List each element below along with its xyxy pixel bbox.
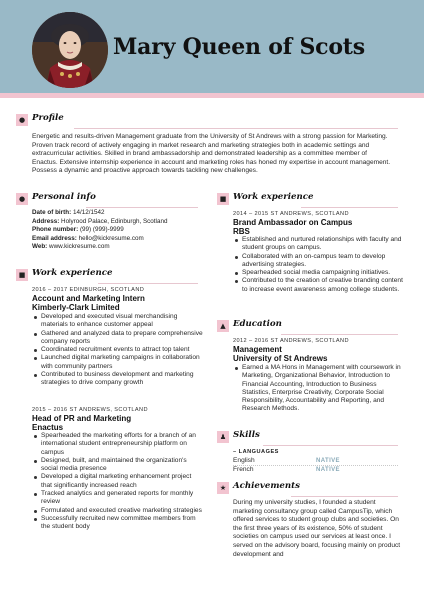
list-item: Gathered and analyzed data to prepare comprehensive company reports: [32, 330, 204, 347]
job-role: Head of PR and Marketing: [32, 414, 132, 423]
education-bullets: [233, 364, 405, 414]
languages-heading: – LANGUAGES: [233, 449, 279, 455]
job-meta: 2014 – 2015 ST ANDREWS, SCOTLAND: [233, 211, 349, 217]
language-name: French: [233, 466, 254, 473]
job-role: Account and Marketing Intern: [32, 294, 145, 303]
list-item: Launched digital marketing campaigns in collaboration with community partners: [32, 354, 204, 371]
job-bullets: [233, 236, 405, 294]
job-role: Brand Ambassador on Campus: [233, 218, 353, 227]
job-meta: 2016 – 2017 EDINBURGH, SCOTLAND: [32, 287, 145, 293]
job-organization: RBS: [233, 227, 250, 236]
section-divider: [263, 445, 398, 446]
user-icon: ●: [16, 193, 28, 205]
header-accent-stripe: [0, 93, 424, 98]
language-level: NATIVE: [316, 466, 340, 473]
list-item: Contributed to the creation of creative branding content to increase event awareness among college students.: [233, 277, 405, 294]
profile-summary: Energetic and results-driven Management graduate from the University of St Andrews with a strong passion for Marketing. Proven track record of actively engaging in market research and marketing strategies both in academic settings and extracurricular activities. Skilled in brand ambassadorship and demonstrated leadership as a committee member of Enactus. Extensive internship experience in account and marketing roles has honed my expertise in account management. Possess a dynamic and proactive approach towards tackling new challenges.: [32, 133, 391, 175]
avatar: [32, 12, 108, 88]
list-item: Tracked analytics and generated reports for monthly review: [32, 490, 204, 507]
personal-info-section-header: [16, 193, 198, 209]
info-row-dob: Date of birth: 14/12/1542: [32, 209, 105, 216]
trophy-icon: ★: [217, 482, 229, 494]
achievements-section-header: [217, 482, 398, 498]
work-experience-right-section-header: [217, 193, 398, 209]
job-organization: Kimberly-Clark Limited: [32, 303, 120, 312]
graduation-cap-icon: ▲: [217, 320, 229, 332]
skills-section-header: [217, 431, 398, 447]
school-name: University of St Andrews: [233, 354, 328, 363]
section-divider: [86, 207, 198, 208]
list-item: Established and nurtured relationships with faculty and student groups on campus.: [233, 236, 405, 253]
list-item: Spearheaded the marketing efforts for a branch of an international student entrepreneurship platform on campus: [32, 432, 204, 457]
chess-icon: ♟: [217, 431, 229, 443]
job-bullets: [32, 313, 204, 388]
info-row-web: Web: www.kickresume.com: [32, 243, 110, 250]
skills-title: Skills: [233, 430, 260, 440]
list-item: Spearheaded social media campaigning initiatives.: [233, 269, 405, 277]
profile-title: Profile: [32, 113, 64, 123]
list-item: Formulated and executed creative marketing strategies: [32, 507, 204, 515]
candidate-name: Mary Queen of Scots: [113, 34, 365, 60]
achievements-title: Achievements: [233, 481, 300, 491]
section-divider: [291, 496, 398, 497]
job-bullets: [32, 432, 204, 532]
degree-name: Management: [233, 345, 282, 354]
info-row-email: Email address: hello@kickresume.com: [32, 234, 144, 242]
job-organization: Enactus: [32, 423, 64, 432]
briefcase-icon: ■: [16, 269, 28, 281]
section-divider: [98, 283, 198, 284]
language-name: English: [233, 457, 255, 464]
briefcase-icon: ■: [217, 193, 229, 205]
achievements-text: During my university studies, I founded a student marketing consultancy group called CampusTip, which offered services to student group clubs and societies. On the first three years of its existence, 50% of student societies on campus used our services at least once. I served on the advisory board, focusing mainly on product development and: [233, 499, 401, 558]
portrait-image: [32, 12, 108, 88]
list-item: Developed a digital marketing enhancement project that significantly increased reach: [32, 473, 204, 490]
section-divider: [281, 334, 398, 335]
list-item: Earned a MA Hons in Management with coursework in Marketing, Organizational Behavior, Introduction to Financial Accounting, Introduction to Business Statistics, Enterprise Creativity, Corporate Social Responsibility, Accountability and Reporting, and Research Methods.: [233, 364, 405, 414]
profile-section-header: [16, 114, 398, 130]
education-meta: 2012 – 2016 ST ANDREWS, SCOTLAND: [233, 338, 349, 344]
work-experience-title: Work experience: [32, 268, 113, 278]
personal-info-title: Personal info: [32, 192, 96, 202]
list-item: Successfully recruited new committee members from the student body: [32, 515, 204, 532]
language-level: NATIVE: [316, 457, 340, 464]
list-item: Designed, built, and maintained the organization's social media presence: [32, 457, 204, 474]
user-icon: ●: [16, 114, 28, 126]
info-row-phone: Phone number: (99) (999)-9999: [32, 226, 124, 233]
list-item: Developed and executed visual merchandising materials to enhance customer appeal: [32, 313, 204, 330]
education-section-header: [217, 320, 398, 336]
job-meta: 2015 – 2016 ST ANDREWS, SCOTLAND: [32, 407, 148, 413]
education-title: Education: [233, 319, 282, 329]
section-divider: [301, 207, 398, 208]
work-experience-section-header: [16, 269, 198, 285]
section-divider: [74, 128, 398, 129]
work-experience-title: Work experience: [233, 192, 314, 202]
list-item: Collaborated with an on-campus team to develop advertising strategies.: [233, 253, 405, 270]
list-item: Coordinated recruitment events to attract top talent: [32, 346, 204, 354]
info-row-address: Address: Holyrood Palace, Edinburgh, Scotland: [32, 217, 168, 225]
list-item: Contributed to business development and marketing strategies to drive company growth: [32, 371, 204, 388]
